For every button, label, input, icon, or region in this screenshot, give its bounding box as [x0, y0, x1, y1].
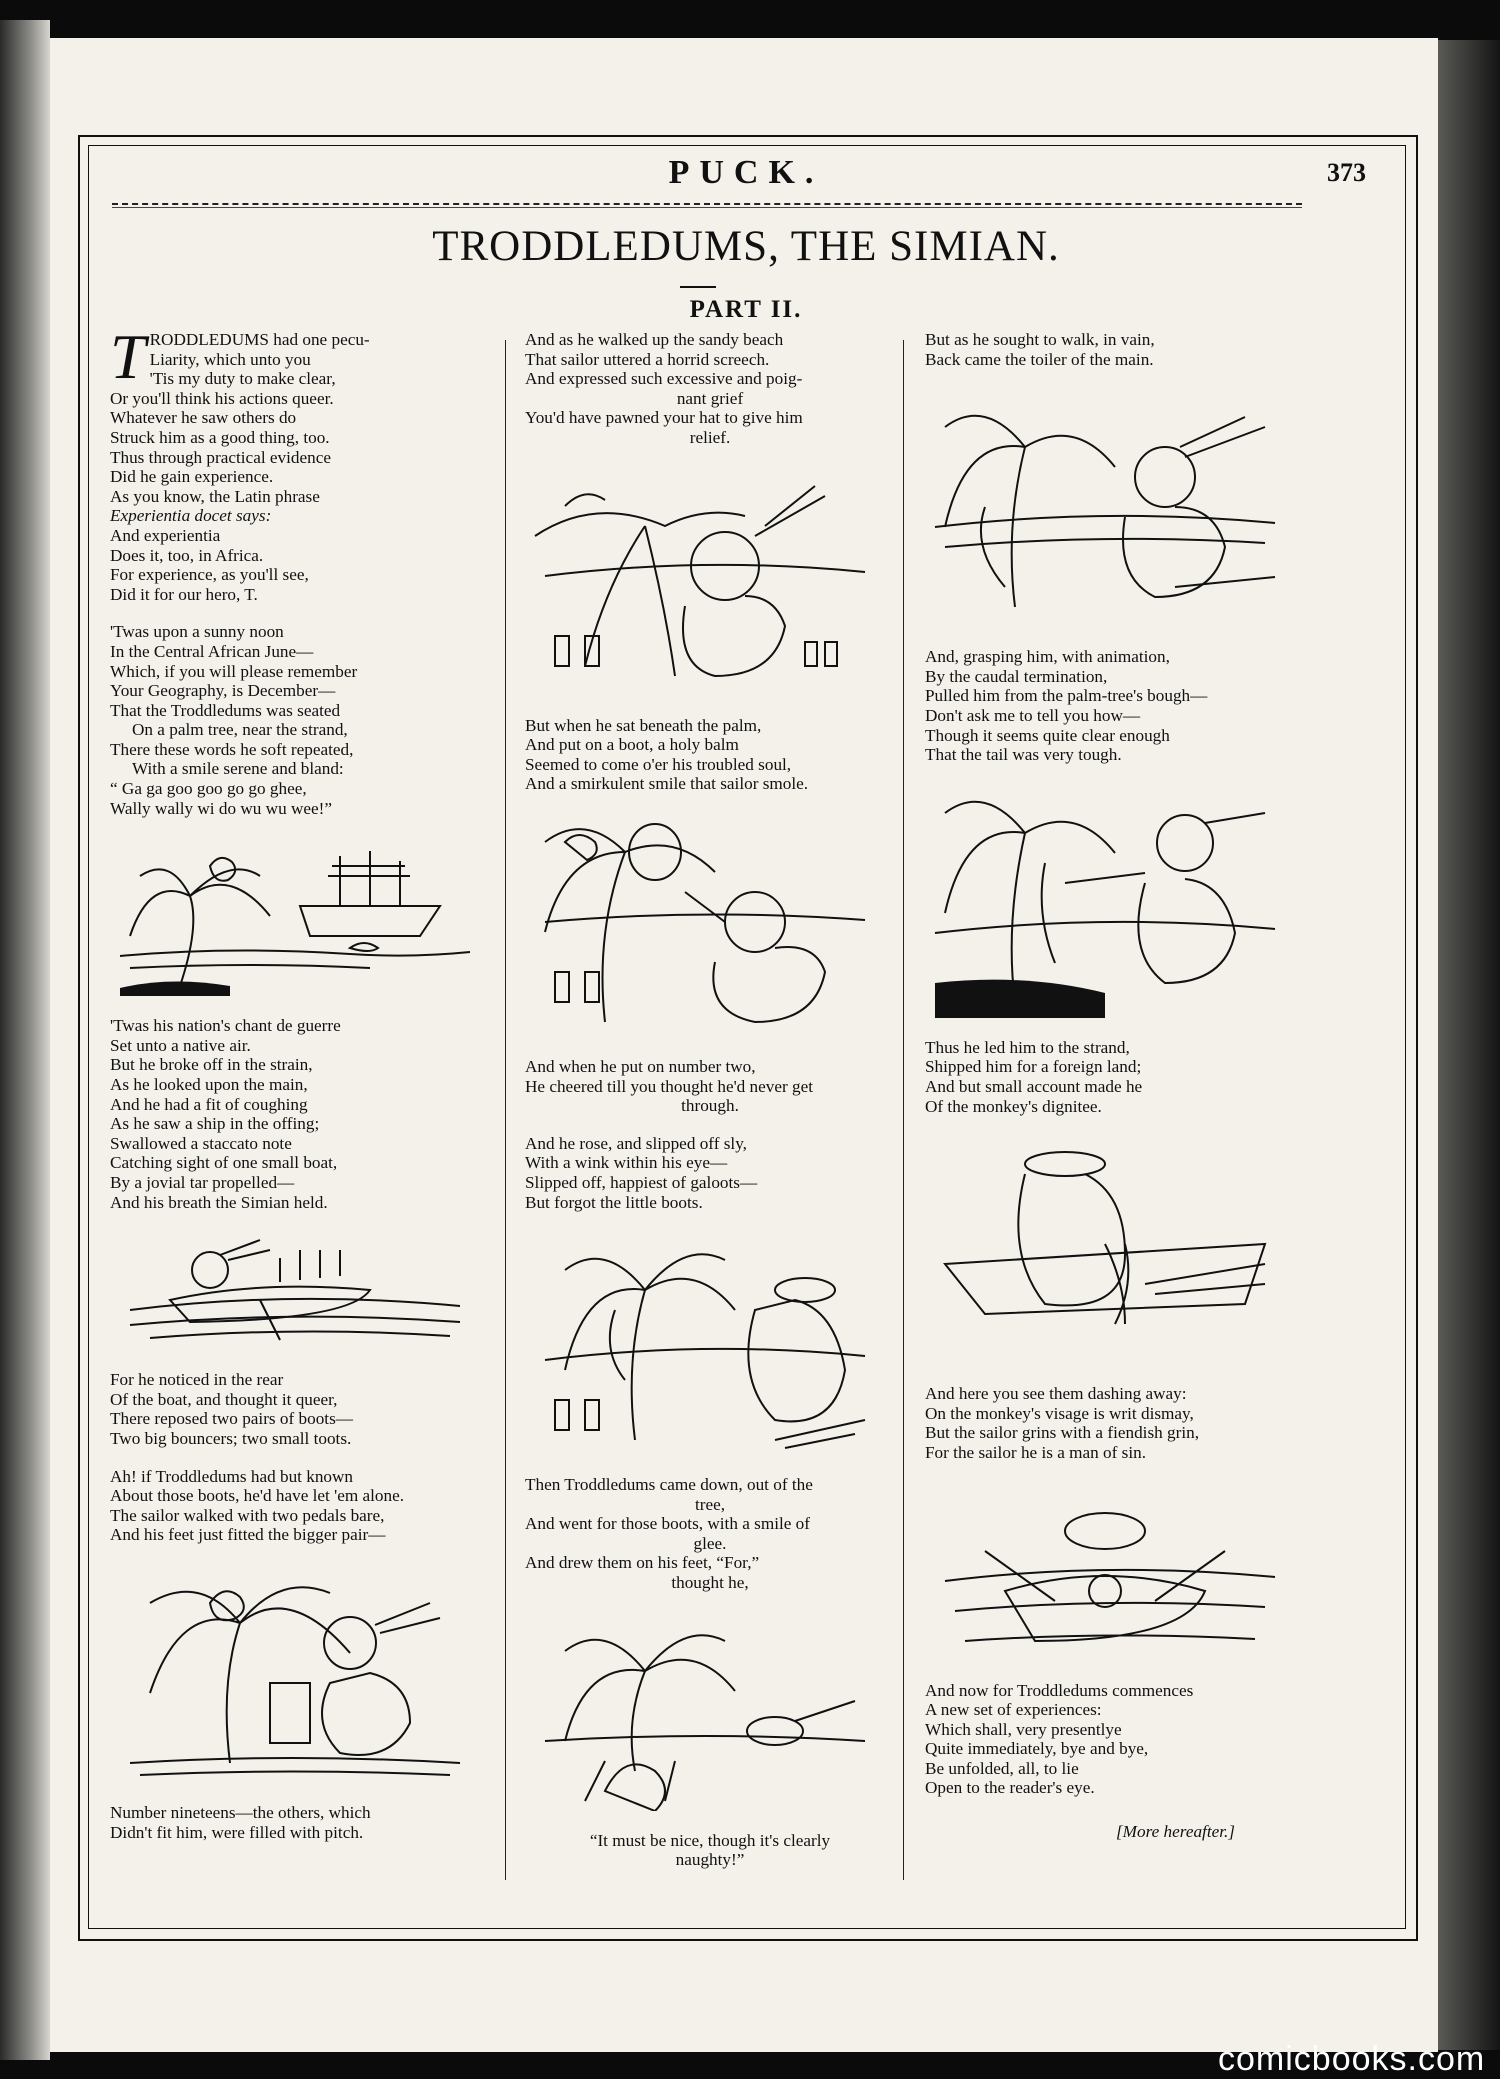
verse-line: 'Twas upon a sunny noon	[110, 622, 284, 642]
illustration-monkey-putting-on-boots	[525, 1611, 895, 1811]
verse-line: Which shall, very presentlye	[925, 1719, 1122, 1739]
verse-line: As he saw a ship in the offing;	[110, 1114, 320, 1134]
verse-line: And he had a fit of coughing	[110, 1094, 308, 1114]
verse-line: through.	[681, 1096, 739, 1116]
illustration-sailor-returns	[925, 387, 1295, 627]
verse-line: Quite immediately, bye and bye,	[925, 1739, 1149, 1759]
verse-line: Did it for our hero, T.	[110, 584, 258, 604]
verse-line: Two big bouncers; two small toots.	[110, 1428, 352, 1448]
illustration-sailor-in-boat	[925, 1134, 1295, 1364]
verse-line: Your Geography, is December—	[110, 681, 336, 701]
continued-note: [More hereafter.]	[1115, 1822, 1235, 1842]
verse-line: And now for Troddledums commences	[925, 1680, 1194, 1700]
verse-line: Then Troddledums came down, out of the	[525, 1475, 813, 1495]
stanza	[110, 1467, 490, 1545]
verse-line: Seemed to come o'er his troubled soul,	[525, 754, 792, 774]
verse-line: And a smirkulent smile that sailor smole.	[525, 774, 809, 794]
verse-line: And expressed such excessive and poig-	[525, 369, 803, 389]
stanza	[525, 1831, 895, 1870]
verse-line: You'd have pawned your hat to give him	[525, 408, 803, 428]
column-rule-2	[903, 340, 904, 1880]
verse-line: thought he,	[671, 1573, 749, 1593]
verse-line: Be unfolded, all, to lie	[925, 1758, 1079, 1778]
verse-line: As you know, the Latin phrase	[110, 486, 320, 506]
verse-line: And, grasping him, with animation,	[925, 647, 1170, 667]
verse-line: Open to the reader's eye.	[925, 1778, 1095, 1798]
masthead-rule	[112, 203, 1302, 205]
illustration-sailor-pulling-tail	[925, 783, 1295, 1018]
verse-line: relief.	[689, 427, 731, 447]
verse-line: About those boots, he'd have let 'em alone.	[110, 1486, 405, 1506]
verse-line: But as he sought to walk, in vain,	[925, 330, 1155, 349]
verse-line: Don't ask me to tell you how—	[925, 705, 1141, 725]
illustration-sailor-sitting	[525, 466, 895, 696]
verse-line: And here you see them dashing away:	[925, 1384, 1187, 1404]
magazine-title: PUCK.	[668, 154, 824, 191]
illustration-rowing-away	[925, 1481, 1295, 1661]
verse-line: For experience, as you'll see,	[110, 565, 309, 585]
verse-line: Number nineteens—the others, which	[110, 1802, 371, 1822]
verse-line: In the Central African June—	[110, 641, 314, 661]
verse-line: “It must be nice, though it's clearly	[589, 1830, 831, 1850]
verse-line: That the Troddledums was seated	[110, 700, 341, 720]
verse-line: And as he walked up the sandy beach	[525, 330, 784, 349]
verse-line: Of the boat, and thought it queer,	[110, 1389, 338, 1409]
verse-line: tree,	[694, 1494, 726, 1514]
verse-line: 'Tis my duty to make clear,	[149, 369, 336, 389]
verse-line: Pulled him from the palm-tree's bough—	[925, 686, 1208, 706]
verse-line: Whatever he saw others do	[110, 408, 297, 428]
verse-line: By a jovial tar propelled—	[110, 1173, 295, 1192]
verse-line: Liarity, which unto you	[149, 349, 311, 369]
verse-line: But the sailor grins with a fiendish grin,	[925, 1423, 1200, 1443]
column-1	[110, 321, 490, 1860]
verse-line: And drew them on his feet, “For,”	[525, 1553, 760, 1573]
verse-line: That the tail was very tough.	[925, 745, 1122, 765]
verse-line: glee.	[693, 1533, 727, 1553]
masthead-rule-thin	[112, 207, 1302, 208]
verse-line: Which, if you will please remember	[110, 661, 358, 681]
verse-line: nant grief	[676, 388, 744, 408]
stanza	[525, 1134, 895, 1212]
verse-line: With a wink within his eye—	[525, 1153, 728, 1173]
illustration-sailor-rowing	[110, 1230, 480, 1350]
illustration-sailor-cheering	[525, 812, 895, 1037]
verse-line: And experientia	[110, 525, 221, 545]
verse-line: And his breath the Simian held.	[110, 1192, 328, 1212]
verse-line: A new set of experiences:	[925, 1700, 1102, 1720]
verse-line: Slipped off, happiest of galoots—	[525, 1172, 758, 1192]
column-3	[925, 330, 1295, 1842]
verse-line: As he looked upon the main,	[110, 1075, 308, 1095]
verse-line: For he noticed in the rear	[110, 1370, 284, 1390]
verse-line: Does it, too, in Africa.	[110, 545, 264, 565]
verse-line: Of the monkey's dignitee.	[925, 1096, 1102, 1116]
verse-line: And but small account made he	[925, 1076, 1143, 1096]
stanza	[925, 330, 1295, 369]
verse-line: There reposed two pairs of boots—	[110, 1409, 353, 1429]
stanza	[925, 1038, 1295, 1116]
verse-line: On the monkey's visage is writ dismay,	[925, 1403, 1194, 1423]
stanza	[110, 1370, 490, 1448]
verse-line: But when he sat beneath the palm,	[525, 715, 762, 735]
verse-line: And he rose, and slipped off sly,	[525, 1133, 747, 1153]
verse-line: “ Ga ga goo goo go go ghee,	[110, 779, 307, 799]
verse-line: On a palm tree, near the strand,	[132, 720, 348, 740]
verse-line: Didn't fit him, were filled with pitch.	[110, 1822, 364, 1842]
stanza	[925, 1384, 1295, 1462]
stanza	[110, 622, 490, 818]
verse-line: That sailor uttered a horrid screech.	[525, 349, 770, 369]
column-rule-1	[505, 340, 506, 1880]
verse-line: Did he gain experience.	[110, 467, 274, 487]
verse-line: Wally wally wi do wu wu wee!”	[110, 798, 332, 818]
book-binding	[0, 20, 50, 2060]
verse-line: RODDLEDUMS had one pecu-	[149, 330, 370, 349]
verse-line: Though it seems quite clear enough	[925, 725, 1170, 745]
page-number: 373	[1327, 158, 1366, 187]
verse-line: And put on a boot, a holy balm	[525, 735, 739, 755]
verse-line: Ah! if Troddledums had but known	[110, 1466, 354, 1486]
masthead	[90, 152, 1402, 202]
stanza	[525, 716, 895, 794]
title-divider	[680, 286, 716, 288]
illustration-sailor-leaving	[525, 1230, 895, 1455]
page-edge-shadow	[1438, 40, 1500, 2050]
article-title: TRODDLEDUMS, THE SIMIAN.	[432, 223, 1060, 270]
verse-line: naughty!”	[675, 1850, 745, 1870]
stanza	[110, 1803, 490, 1842]
verse-line: But forgot the little boots.	[525, 1192, 703, 1212]
verse-line: By the caudal termination,	[925, 666, 1108, 686]
stanza	[525, 1057, 895, 1116]
verse-line: And his feet just fitted the bigger pair—	[110, 1525, 386, 1545]
verse-line: And when he put on number two,	[525, 1056, 756, 1076]
verse-line: 'Twas his nation's chant de guerre	[110, 1016, 341, 1036]
source-watermark: comicbooks.com	[1218, 2040, 1486, 2078]
verse-line: He cheered till you thought he'd never get	[525, 1076, 814, 1096]
verse-line: Set unto a native air.	[110, 1035, 251, 1055]
verse-line: The sailor walked with two pedals bare,	[110, 1505, 385, 1525]
verse-line: And went for those boots, with a smile of	[525, 1514, 810, 1534]
verse-line: With a smile serene and bland:	[132, 759, 344, 779]
verse-line: Catching sight of one small boat,	[110, 1153, 338, 1173]
verse-line: Thus through practical evidence	[110, 447, 331, 467]
verse-line: Thus he led him to the strand,	[925, 1037, 1130, 1057]
verse-line: But he broke off in the strain,	[110, 1055, 313, 1075]
verse-line: Or you'll think his actions queer.	[110, 388, 334, 408]
illustration-monkey-on-palm	[110, 836, 480, 996]
verse-line: For the sailor he is a man of sin.	[925, 1442, 1147, 1462]
verse-line: Shipped him for a foreign land;	[925, 1057, 1142, 1077]
verse-line: Struck him as a good thing, too.	[110, 427, 330, 447]
article-part: PART II.	[689, 296, 803, 323]
illustration-sailor-with-boots	[110, 1563, 480, 1783]
verse-line: Experientia docet says:	[110, 506, 272, 526]
stanza	[525, 330, 895, 448]
stanza	[525, 1475, 895, 1593]
verse-line: Back came the toiler of the main.	[925, 349, 1154, 369]
stanza	[925, 1681, 1295, 1799]
drop-cap: T	[110, 321, 146, 392]
verse-line: There these words he soft repeated,	[110, 739, 354, 759]
stanza	[925, 647, 1295, 765]
stanza	[110, 321, 490, 604]
column-2	[525, 330, 895, 1888]
verse-line: Swallowed a staccato note	[110, 1133, 292, 1153]
stanza	[110, 1016, 490, 1212]
